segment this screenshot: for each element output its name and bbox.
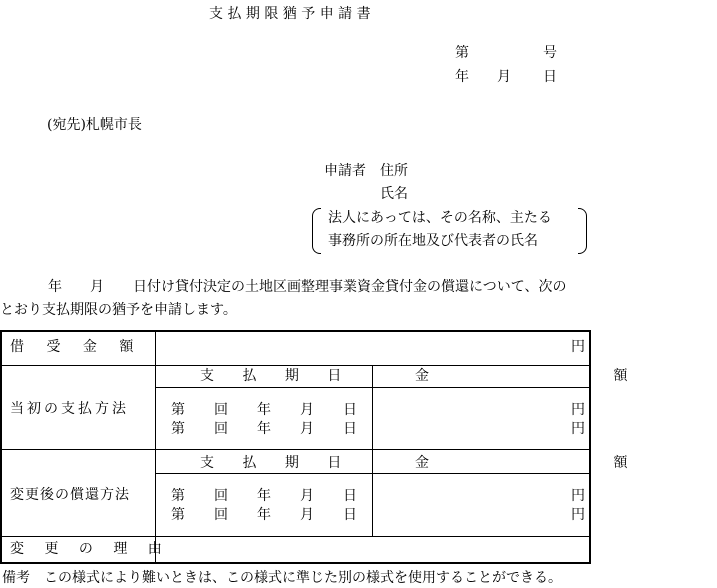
address-label: 住所 [380,163,408,179]
date-day: 日 [543,69,557,85]
row-kai: 回 [214,507,228,523]
changed-row-2-yen: 円 [571,507,585,523]
original-col-amount: 金 額 [415,368,717,384]
row-year: 年 [257,488,271,504]
body-year: 年 [48,279,62,295]
original-row-2-yen: 円 [571,421,585,437]
row-month: 月 [300,402,314,418]
addressee: (宛先)札幌市長 [47,117,142,133]
document-title: 支 払 期 限 猶 予 申 請 書 [209,6,371,22]
body-month: 月 [90,279,104,295]
changed-row-1-yen: 円 [571,488,585,504]
left-bracket [312,208,321,254]
body-line1-text: 日付け貸付決定の土地区画整理事業資金貸付金の償還について、次の [133,279,567,295]
row-day: 日 [343,488,357,504]
body-line2: とおり支払期限の猶予を申請します。 [0,302,237,318]
original-method-label: 当初の支払方法 [10,401,129,417]
changed-method-label: 変更後の償還方法 [10,487,130,503]
row-dai: 第 [171,507,185,523]
row-kai: 回 [214,488,228,504]
number-dai: 第 [455,45,469,61]
right-bracket [578,208,587,254]
changed-row-1 [171,489,357,503]
name-label: 氏名 [380,186,408,202]
number-go: 号 [543,45,557,61]
row-month: 月 [300,507,314,523]
remarks: 備考 この様式により難いときは、この様式に準じた別の様式を使用することができる。 [2,570,562,586]
row-dai: 第 [171,421,185,437]
row-year: 年 [257,402,271,418]
row-year: 年 [257,421,271,437]
original-row-1 [171,403,357,417]
date-year: 年 [455,69,469,85]
original-row-1-yen: 円 [571,402,585,418]
row-month: 月 [300,421,314,437]
row-kai: 回 [214,402,228,418]
original-col-due: 支 払 期 日 [200,368,354,384]
changed-col-amount: 金 額 [415,455,717,471]
row-dai: 第 [171,402,185,418]
date-month: 月 [497,69,511,85]
corporate-note-line2: 事務所の所在地及び代表者の氏名 [328,233,538,249]
row-year: 年 [257,507,271,523]
row-kai: 回 [214,421,228,437]
changed-col-due: 支 払 期 日 [200,455,354,471]
applicant-label: 申請者 [324,163,366,179]
reason-label: 変 更 の 理 由 [10,541,170,557]
loan-amount-label: 借 受 金 額 [10,339,143,355]
row-dai: 第 [171,488,185,504]
row-day: 日 [343,402,357,418]
changed-row-2 [171,508,357,522]
row-day: 日 [343,507,357,523]
loan-amount-yen: 円 [571,339,585,355]
corporate-note-line1: 法人にあっては、その名称、主たる [328,210,552,226]
original-row-2 [171,422,357,436]
row-month: 月 [300,488,314,504]
row-day: 日 [343,421,357,437]
